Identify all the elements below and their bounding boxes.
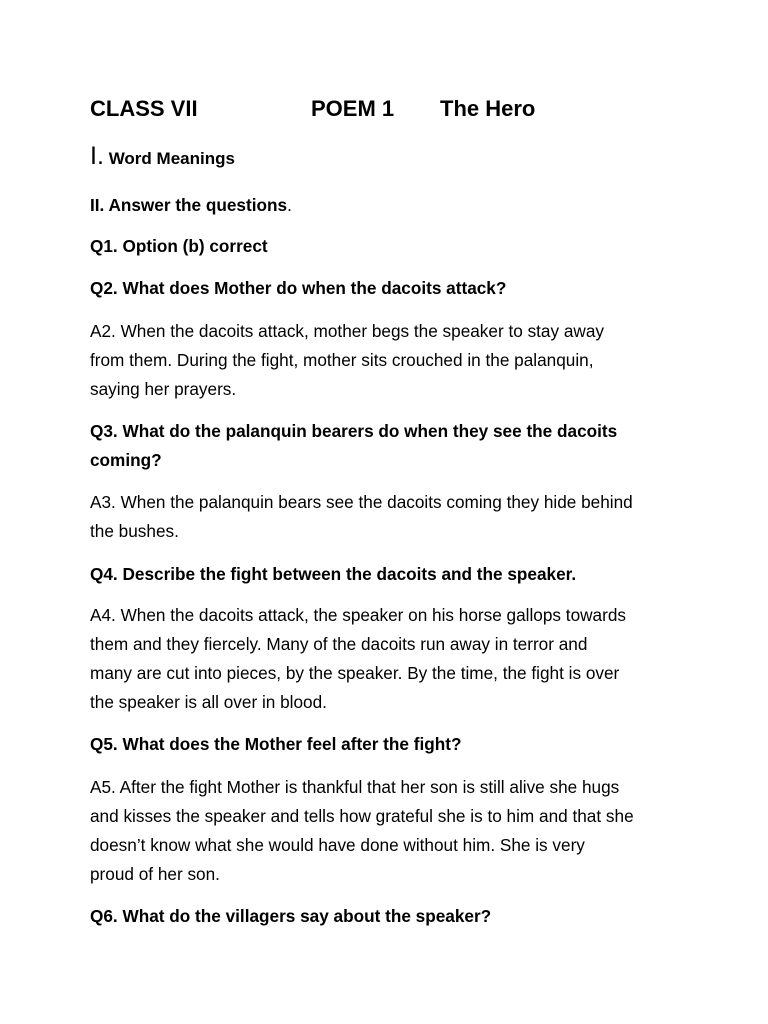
section-numeral: I. (90, 142, 104, 170)
question-line: coming? (90, 450, 162, 470)
poem-label: POEM 1 (311, 96, 395, 121)
question-5: Q5. What does the Mother feel after the fight? (90, 734, 462, 754)
answer-line: saying her prayers. (90, 379, 237, 399)
answer-line: A2. When the dacoits attack, mother begs the speaker to stay away (90, 321, 604, 341)
answer-line: the speaker is all over in blood. (90, 692, 327, 712)
answer-3 (90, 488, 690, 546)
question-1: Q1. Option (b) correct (90, 236, 268, 256)
answer-line: the bushes. (90, 521, 179, 541)
answer-line: them and they fiercely. Many of the dacoits run away in terror and (90, 634, 588, 654)
answer-line: from them. During the fight, mother sits crouched in the palanquin, (90, 350, 594, 370)
answer-line: A3. When the palanquin bears see the dacoits coming they hide behind (90, 492, 633, 512)
answer-line: many are cut into pieces, by the speaker. By the time, the fight is over (90, 663, 620, 683)
answer-line: A4. When the dacoits attack, the speaker on his horse gallops towards (90, 605, 626, 625)
section-period: . (287, 195, 292, 215)
question-3 (90, 417, 690, 475)
answer-4 (90, 601, 690, 717)
question-6: Q6. What do the villagers say about the speaker? (90, 906, 492, 926)
answer-line: doesn’t know what she would have done without him. She is very (90, 835, 585, 855)
question-2: Q2. What does Mother do when the dacoits attack? (90, 278, 507, 298)
question-line: Q3. What do the palanquin bearers do when they see the dacoits (90, 421, 618, 441)
section-answer-questions (90, 191, 690, 220)
answer-line: proud of her son. (90, 864, 220, 884)
answer-line: and kisses the speaker and tells how grateful she is to him and that she (90, 806, 634, 826)
poem-title: The Hero (440, 96, 536, 121)
answer-2 (90, 317, 690, 404)
class-label: CLASS VII (90, 96, 198, 121)
section-title: Word Meanings (108, 149, 235, 168)
answer-line: A5. After the fight Mother is thankful that her son is still alive she hugs (90, 777, 620, 797)
section-label: II. Answer the questions (90, 195, 288, 215)
answer-5 (90, 773, 690, 889)
section-word-meanings (90, 142, 690, 173)
question-4: Q4. Describe the fight between the dacoits and the speaker. (90, 564, 577, 584)
